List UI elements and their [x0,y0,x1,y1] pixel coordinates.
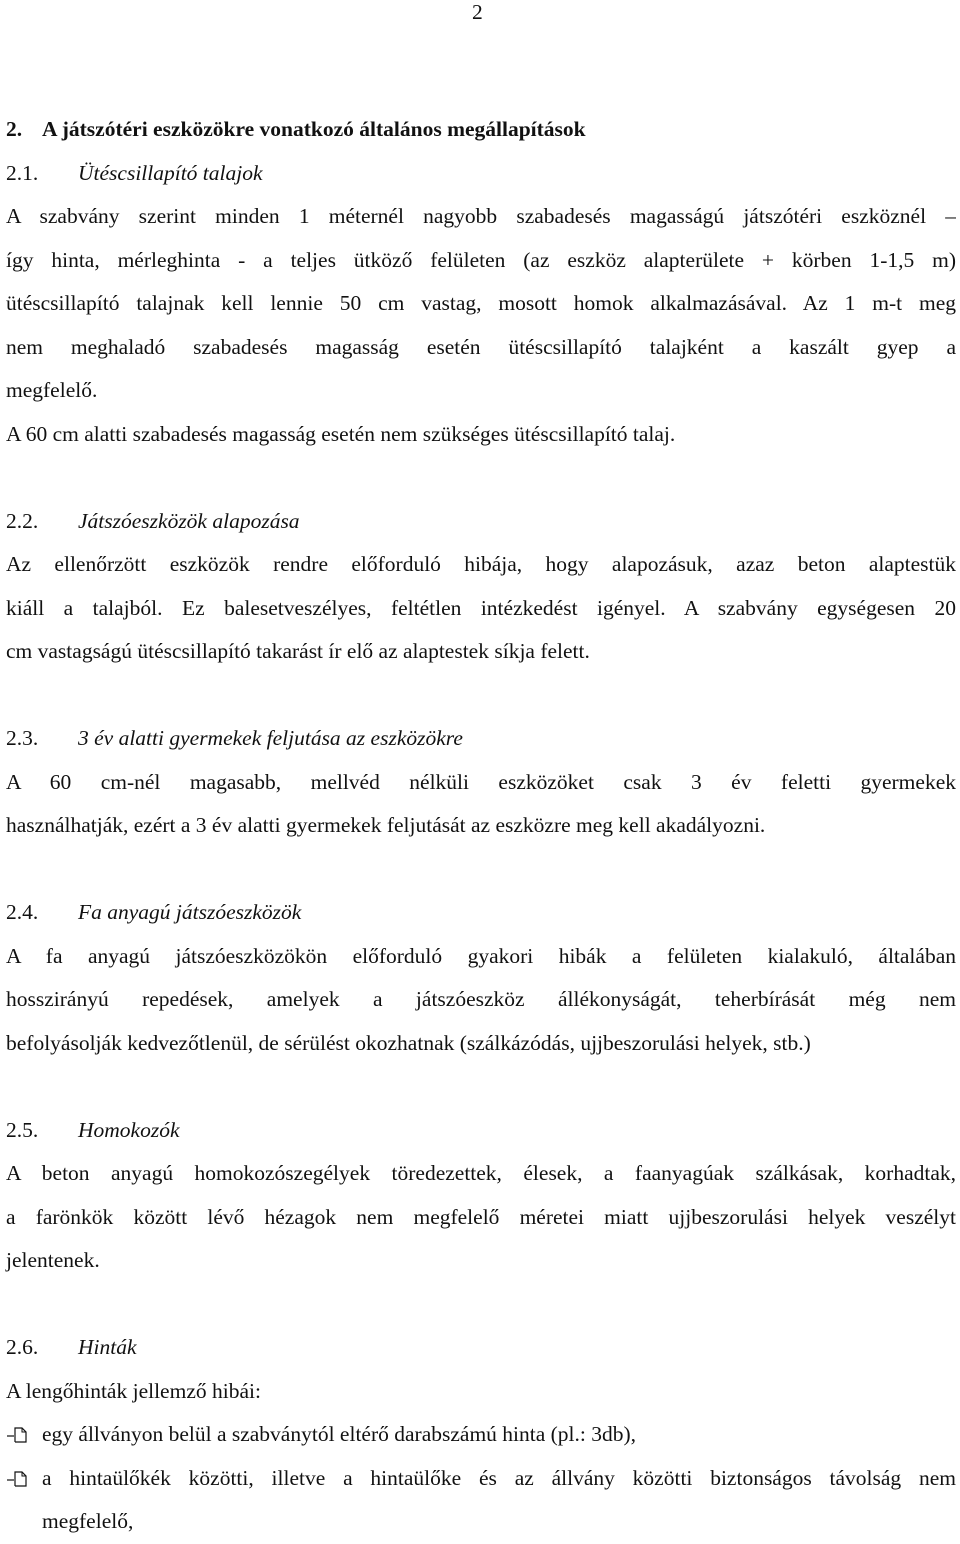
section-title: Hinták [78,1335,137,1359]
main-heading-number: 2. [6,117,23,141]
section-title: 3 év alatti gyermekek feljutása az eszközökre [78,726,463,750]
section-number: 2.1. [6,160,39,185]
page-number: 2 [472,0,483,24]
paragraph-line: Az ellenőrzött eszközök rendre előforduló hibája, hogy alapozásuk, azaz beton alaptestük [6,552,956,576]
paragraph-line: befolyásolják kedvezőtlenül, de sérülést okozhatnak (szálkázódás, ujjbeszorulási helyek, stb.) [6,1030,811,1055]
section-title: Ütéscsillapító talajok [78,160,263,185]
document-bullet-icon [6,1427,28,1443]
paragraph-line: így hinta, mérleghinta - a teljes ütköző felületen (az eszköz alapterülete + körben 1-1,5 m) [6,247,956,272]
list-item-text: egy állványon belül a szabványtól eltérő darabszámú hinta (pl.: 3db), [42,1422,637,1446]
main-heading-title: A játszótéri eszközökre vonatkozó általános megállapítások [42,117,586,141]
list-item [6,1413,956,1457]
paragraph-line: a farönkök között lévő hézagok nem megfelelő méretei miatt ujjbeszorulási helyek veszélyt [6,1204,956,1229]
document-bullet-icon [6,1471,28,1487]
section-heading [6,1326,956,1370]
main-heading [6,108,956,152]
paragraph-line: A szabvány szerint minden 1 méternél nagyobb szabadesés magasságú játszótéri eszköznél – [6,204,956,228]
paragraph-line: A beton anyagú homokozószegélyek töredezettek, élesek, a faanyagúak szálkásak, korhadtak, [6,1161,956,1185]
paragraph-line: A lengőhinták jellemző hibái: [6,1378,261,1403]
paragraph-line: megfelelő. [6,378,98,402]
section-number: 2.5. [6,1117,39,1142]
section-number: 2.3. [6,726,39,750]
paragraph-line: cm vastagságú ütéscsillapító takarást ír elő az alaptestek síkja felett. [6,639,590,663]
paragraph-line: hosszirányú repedések, amelyek a játszóeszköz állékonyságát, teherbírását még nem [6,987,956,1011]
section-heading [6,500,956,544]
section-heading [6,152,956,196]
section-number: 2.6. [6,1335,39,1359]
list-item-continuation: megfelelő, [42,1509,134,1533]
section-heading [6,1109,956,1153]
paragraph-line: A 60 cm alatti szabadesés magasság esetén nem szükséges ütéscsillapító talaj. [6,421,676,446]
section-title: Játszóeszközök alapozása [78,508,300,533]
section-heading [6,891,956,935]
paragraph-line: A 60 cm-nél magasabb, mellvéd nélküli eszközöket csak 3 év feletti gyermekek [6,769,956,794]
section-number: 2.2. [6,508,39,533]
paragraph-line: A fa anyagú játszóeszközökön előforduló gyakori hibák a felületen kialakuló, általában [6,943,956,968]
document-body [6,108,956,1544]
paragraph-line: ütéscsillapító talajnak kell lennie 50 cm vastag, mosott homok alkalmazásával. Az 1 m-t meg [6,291,956,315]
paragraph-line: használhatják, ezért a 3 év alatti gyermekek feljutását az eszközre meg kell akadályozni. [6,813,766,837]
section-number: 2.4. [6,900,39,924]
section-title: Homokozók [78,1117,180,1142]
paragraph-line: kiáll a talajból. Ez balesetveszélyes, feltétlen intézkedést igényel. A szabvány egységesen 20 [6,595,956,620]
list-item-text: a hintaülőkék közötti, illetve a hintaülőke és az állvány közötti biztonságos távolság nem [42,1465,956,1490]
list-item [6,1457,956,1501]
section-title: Fa anyagú játszóeszközök [78,900,302,924]
section-heading [6,717,956,761]
paragraph-line: jelentenek. [6,1248,100,1272]
paragraph-line: nem meghaladó szabadesés magasság esetén ütéscsillapító talajként a kaszált gyep a [6,334,956,359]
